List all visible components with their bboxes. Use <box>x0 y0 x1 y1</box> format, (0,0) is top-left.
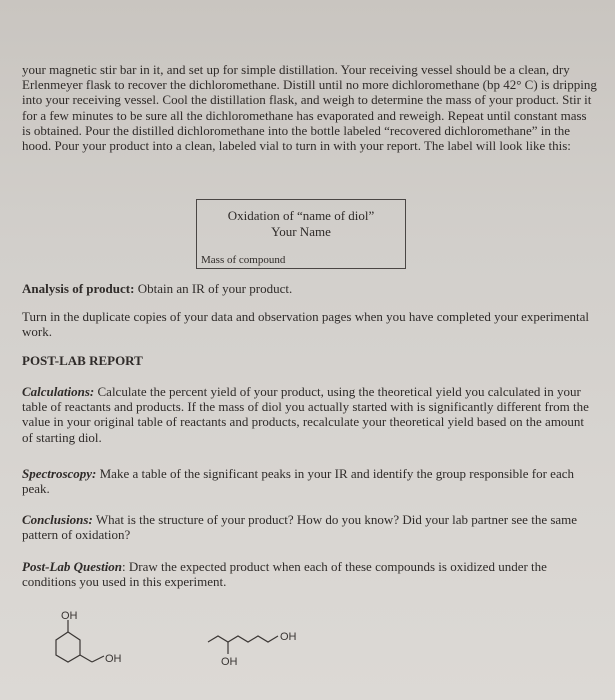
postlab-question-text: : Draw the expected product when each of these compounds is oxidized under the conditions you used in this experiment. <box>22 559 547 590</box>
label-name: Your Name <box>271 224 331 239</box>
postlab-heading: POST-LAB REPORT <box>22 353 143 368</box>
calculations-heading: Calculations: <box>22 384 95 399</box>
spectroscopy-paragraph <box>22 466 597 496</box>
analysis-text: Obtain an IR of your product. <box>134 281 293 296</box>
conclusions-heading: Conclusions: <box>22 512 93 527</box>
conclusions-text: What is the structure of your product? How do you know? Did your lab partner see the same pattern of oxidation? <box>22 512 578 543</box>
right-oh-label: OH <box>280 631 297 643</box>
label-title: Oxidation of “name of diol” <box>227 208 375 223</box>
intro-paragraph: your magnetic stir bar in it, and set up for simple distillation. Your receiving vessel should be a clean, dry Erlenmeyer flask to recover the dichloromethane. Distill until no more dichloromethane (bp 42° C) is dripping into your receiving vessel. Cool the distillation flask, and weigh to determine the mass of your product. Stir it for a few minutes to be sure all the dichloromethane has evaporated and reweigh. Repeat until constant mass is obtained. Pour the distilled dichloromethane into the bottle labeled “recovered dichloromethane” in the hood. Pour your product into a clean, labeled vial to turn in with your report. The label will look like this: <box>22 62 597 154</box>
calculations-text: Calculate the percent yield of your product, using the theoretical yield you calculated in your table of reactants and products. If the mass of diol you actually started with is significantly different from the value in your original table of reactants and products, recalculate your theoretical yield based on the amount of starting diol. <box>22 384 589 445</box>
bottom-oh-label: OH <box>221 656 238 668</box>
chain-diol-structure <box>208 636 278 654</box>
ch2-bond <box>80 655 92 662</box>
cyclohexane-ring <box>56 632 80 662</box>
carbon-chain <box>208 636 278 642</box>
cyclohexane-diol-structure <box>56 620 104 662</box>
diol-structures <box>0 600 615 700</box>
postlab-question-heading: Post-Lab Question <box>22 559 123 574</box>
top-oh-label: OH <box>61 610 78 622</box>
spectroscopy-heading: Spectroscopy: <box>22 466 97 481</box>
postlab-question-paragraph <box>22 559 597 589</box>
conclusions-paragraph <box>22 512 597 542</box>
spectroscopy-text: Make a table of the significant peaks in your IR and identify the group responsible for each peak. <box>22 466 574 497</box>
label-mass: Mass of compound <box>201 254 286 266</box>
side-oh-label: OH <box>105 653 122 665</box>
vial-label-box <box>196 199 406 269</box>
analysis-heading: Analysis of product: <box>22 281 135 296</box>
analysis-paragraph <box>22 281 597 296</box>
calculations-paragraph <box>22 384 597 445</box>
ch2-oh-bond <box>92 656 104 662</box>
turn-in-paragraph: Turn in the duplicate copies of your data and observation pages when you have completed your experimental work. <box>22 309 590 340</box>
